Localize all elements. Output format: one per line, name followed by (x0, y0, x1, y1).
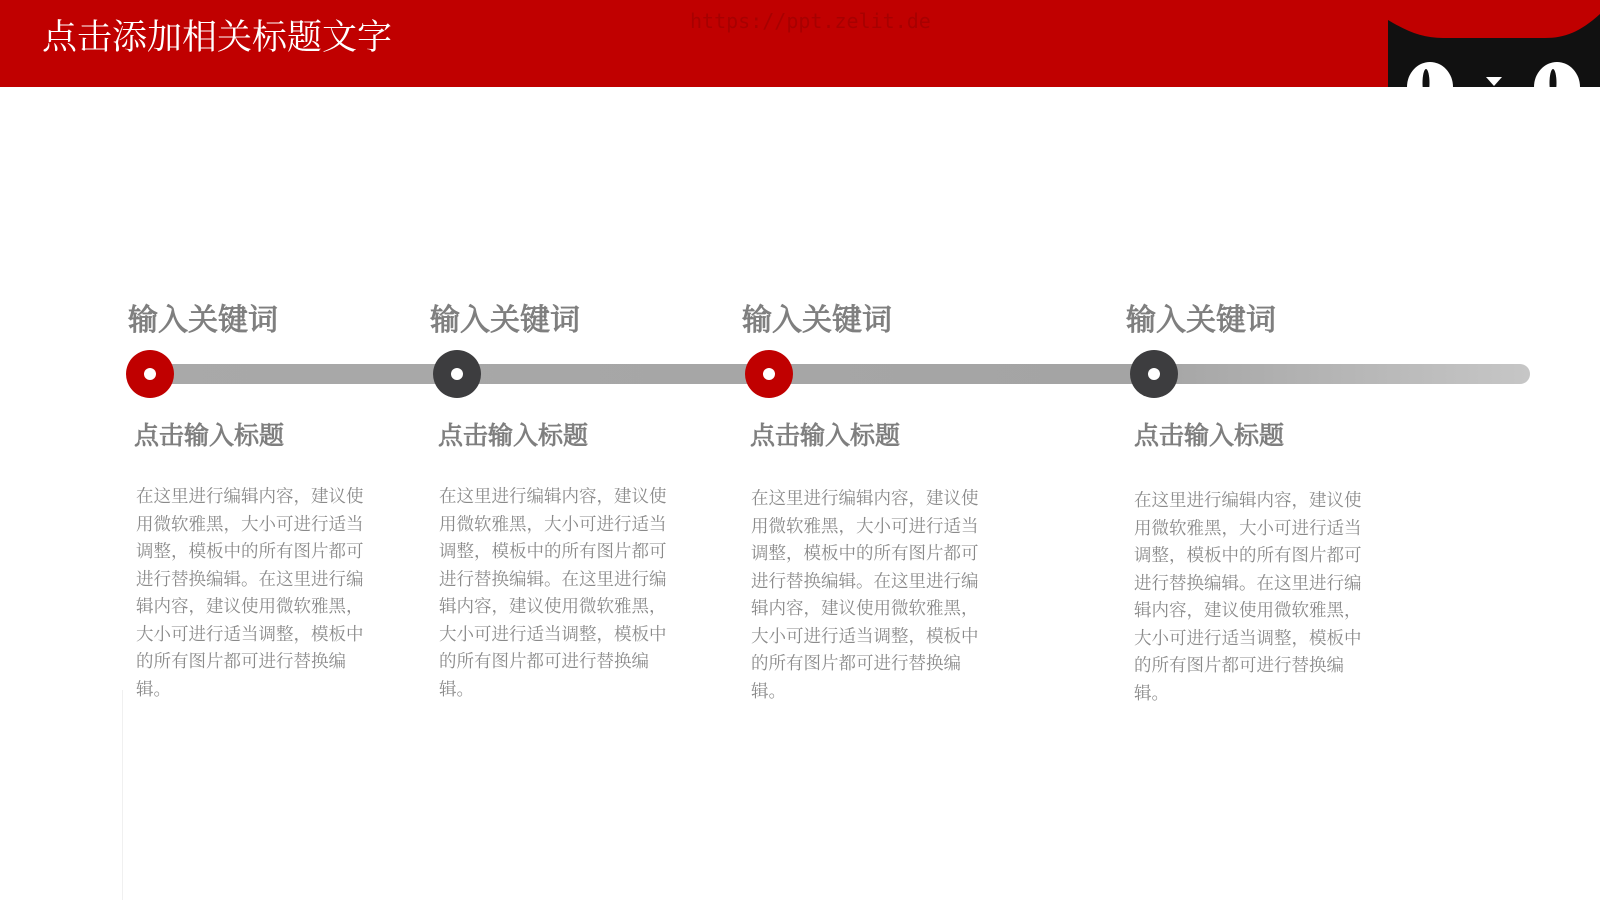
slide-header (0, 0, 1600, 87)
timeline-keyword[interactable]: 输入关键词 (430, 303, 580, 338)
timeline-keyword[interactable]: 输入关键词 (128, 303, 278, 338)
timeline-node-icon (126, 350, 174, 398)
timeline-bar (150, 364, 1530, 384)
timeline-item-body[interactable]: 在这里进行编辑内容，建议使用微软雅黑，大小可进行适当调整，模板中的所有图片都可进行替换编辑。在这里进行编辑内容，建议使用微软雅黑，大小可进行适当调整，模板中的所有图片都可进行替换编辑。 (136, 487, 364, 700)
divider (122, 690, 123, 900)
watermark: https://ppt.zelit.de (690, 9, 931, 33)
timeline-item-title[interactable]: 点击输入标题 (134, 421, 285, 450)
timeline-item-title[interactable]: 点击输入标题 (438, 421, 589, 450)
timeline-node-icon (433, 350, 481, 398)
timeline-item-title[interactable]: 点击输入标题 (1134, 421, 1285, 450)
cat-mascot-icon (1388, 14, 1600, 87)
slide-title[interactable]: 点击添加相关标题文字 (42, 18, 393, 58)
timeline-item-body[interactable]: 在这里进行编辑内容，建议使用微软雅黑，大小可进行适当调整，模板中的所有图片都可进行替换编辑。在这里进行编辑内容，建议使用微软雅黑，大小可进行适当调整，模板中的所有图片都可进行替换编辑。 (439, 487, 667, 700)
timeline-node-icon (745, 350, 793, 398)
timeline-node-icon (1130, 350, 1178, 398)
timeline-item-body[interactable]: 在这里进行编辑内容，建议使用微软雅黑，大小可进行适当调整，模板中的所有图片都可进行替换编辑。在这里进行编辑内容，建议使用微软雅黑，大小可进行适当调整，模板中的所有图片都可进行替换编辑。 (1134, 491, 1362, 704)
timeline-item-body[interactable]: 在这里进行编辑内容，建议使用微软雅黑，大小可进行适当调整，模板中的所有图片都可进行替换编辑。在这里进行编辑内容，建议使用微软雅黑，大小可进行适当调整，模板中的所有图片都可进行替换编辑。 (751, 489, 979, 702)
timeline-keyword[interactable]: 输入关键词 (742, 303, 892, 338)
timeline-item-title[interactable]: 点击输入标题 (750, 421, 901, 450)
timeline-keyword[interactable]: 输入关键词 (1126, 303, 1276, 338)
